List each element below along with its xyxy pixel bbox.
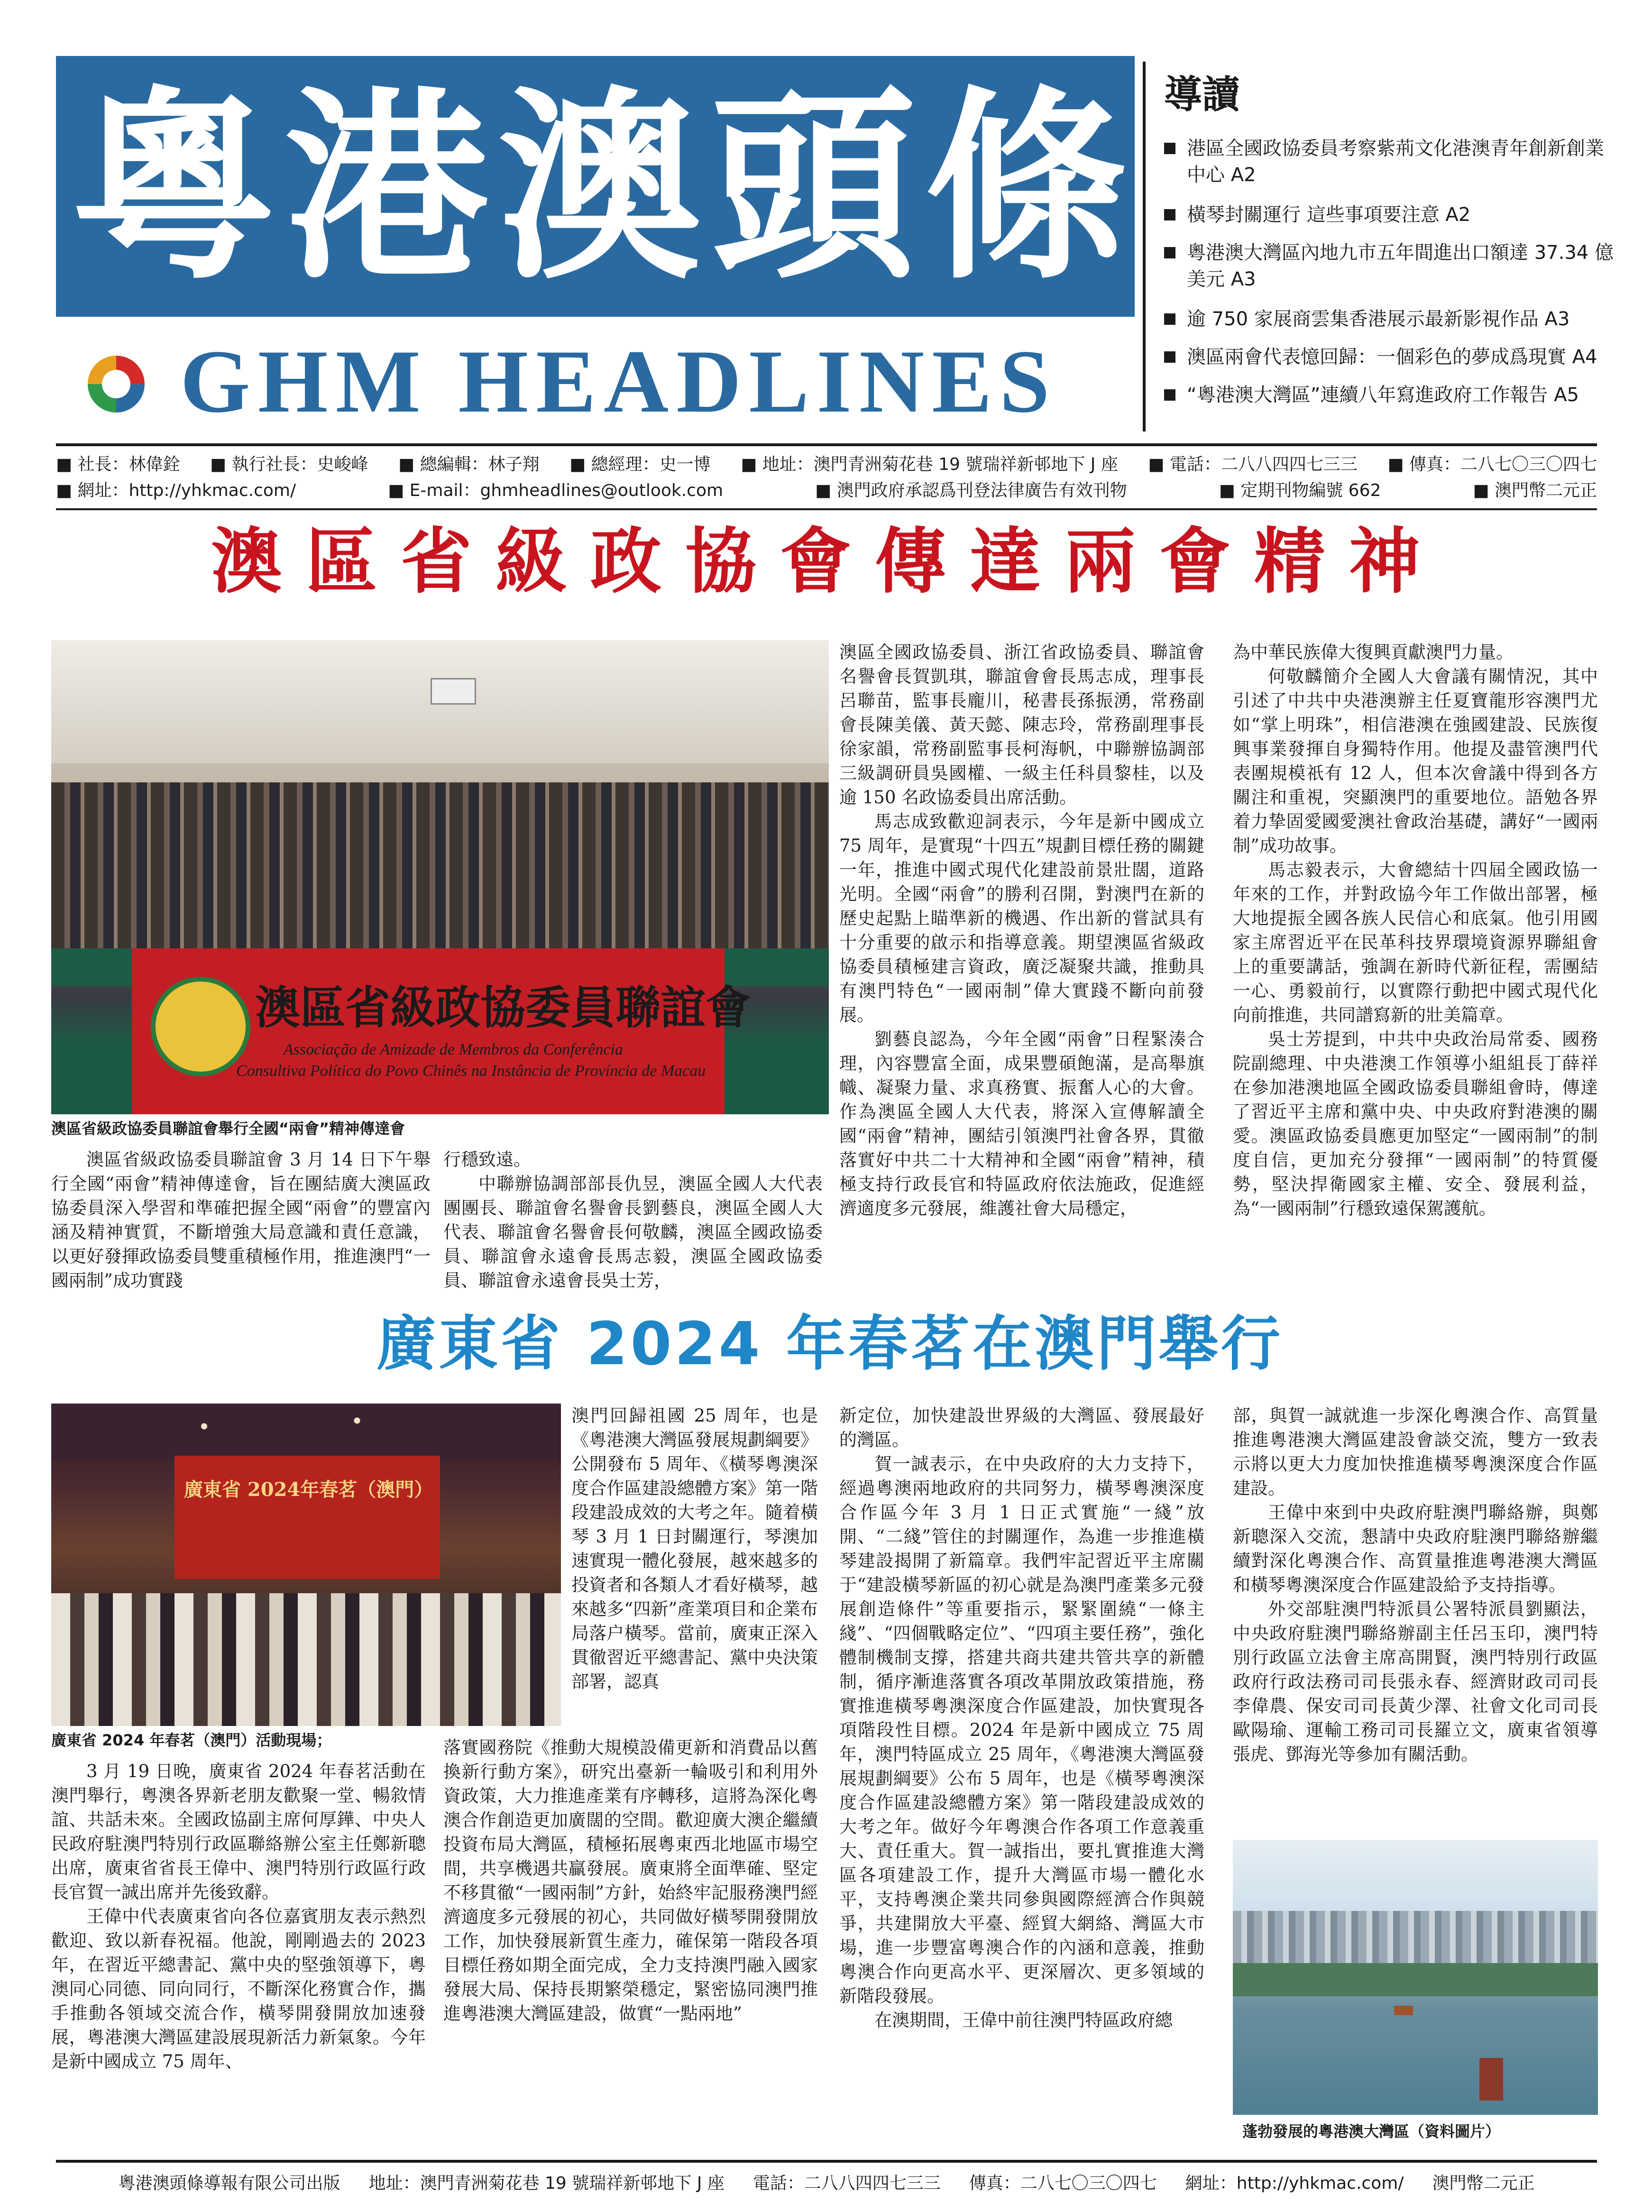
story2-column-2: 落實國務院《推動大規模設備更新和消費品以舊換新行動方案》，研究出臺新一輪吸引和利用外資政策，大力推進產業有序轉移，這將為深化粵澳合作創造更加廣闊的空間。歡迎廣大澳企繼續投資布局大灣區，積極拓展粵東西北地區市場空間，共享機遇共贏發展。廣東將全面準確、堅定不移貫徹“一國兩制”方針，始終牢記服務澳門經濟適度多元發展的初心，共同做好橫琴開發開放工作，加快發展新質生產力，確保第一階段各項目標任務如期全面完成，全力支持澳門融入國家發展大局、保持長期繁榮穩定，緊密協同澳門推進粵港澳大灣區建設，做實“一點兩地”: [443, 1737, 818, 2024]
guide-item[interactable]: 逾 750 家展商雲集香港展示最新影視作品 A3: [1164, 306, 1619, 332]
banner-sub2: Consultiva Política do Povo Chinês na Instância de Província de Macau: [236, 1062, 706, 1080]
audience-rows: [51, 782, 829, 953]
guide-divider: [1143, 62, 1146, 431]
story2-column-1: 3 月 19 日晚，廣東省 2024 年春茗活動在澳門舉行，粵澳各界新老朋友歡聚一堂、暢敘情誼、共話未來。全國政協副主席何厚鏵、中央人民政府駐澳門特別行政區聯絡辦公室主任鄭新聰出席，廣東省省長王偉中、澳門特別行政區行政長官賀一誠出席并先後致辭。 王偉中代表廣東省向各位嘉賓朋友表示熱烈歡迎、致以新春祝福。他說，剛剛過去的 2023 年，在習近平總書記、黨中央的堅強領導下，粵澳同心同德、同向同行，不斷深化務實合作，攜手推動各領域交流合作，橫琴開發開放加速發展，粵港澳大灣區建設展現新活力新氣象。今年是新中國成立 75 周年、: [51, 1761, 426, 2072]
banquet-tables: [51, 1593, 561, 1726]
screen-text: 廣東省 2024年春茗（澳門）: [184, 1478, 433, 1501]
story1-photo-caption: 澳區省級政協委員聯誼會舉行全國“兩會”精神傳達會: [51, 1120, 405, 1138]
story2-headline: 廣東省 2024 年春茗在澳門舉行: [376, 1310, 1283, 1378]
story2-photo-caption: 廣東省 2024 年春茗（澳門）活動現場；: [51, 1731, 332, 1749]
stage-screen: [174, 1456, 440, 1579]
guide-item[interactable]: 橫琴封關運行 這些事項要注意 A2: [1164, 202, 1619, 228]
banquet-photo: [51, 1404, 561, 1726]
masthead-title-cn: 粵港澳頭條: [71, 67, 1138, 307]
story1-column-2: 行穩致遠。 中聯辦協調部部長仇昱，澳區全國人大代表團團長、聯誼會名譽會長劉藝良，澳區全國人大代表、聯誼會名譽會長何敬麟，澳區全國政協委員、聯誼會永遠會長馬志毅，澳區全國政協委員、聯誼會永遠會長吳士芳，: [443, 1149, 823, 1291]
story1-column-4: 為中華民族偉大復興貢獻澳門力量。 何敬麟簡介全國人大會議有關情況，其中引述了中共中央港澳辦主任夏寶龍形容澳門尤如“掌上明珠”，相信港澳在強國建設、民族復興事業發揮自身獨特作用。他提及盡管澳門代表團規模祇有 12 人，但本次會議中得到各方關注和重視，突顯澳門的重要地位。語勉各界着力挚固愛國愛澳社會政治基礎，講好“一國兩制”成功故事。 馬志毅表示，大會總結十四屆全國政協一年來的工作，并對政協今年工作做出部署，極大地提振全國各族人民信心和底氣。他引用國家主席習近平在民革科技界環境資源界聯組會上的重要講話，強調在新時代新征程，需團結一心、勇毅前行，以實際行動把中國式現代化向前推進，共同譜寫新的壯美篇章。 吳士芳提到，中共中央政治局常委、國務院副總理、中央港澳工作領導小組組長丁薛祥在參加港澳地區全國政協委員聯組會時，傳達了習近平主席和黨中央、中央政府對港澳的關愛。澳區政協委員應更加堅定“一國兩制”的制度自信，更加充分發揮“一國兩制”的特質優勢，堅決捍衛國家主權、安全、發展利益，為“一國兩制”行穩致遠保駕護航。: [1233, 642, 1598, 1219]
meeting-photo: [51, 640, 829, 1114]
story1-column-1: 澳區省級政協委員聯誼會 3 月 14 日下午舉行全國“兩會”精神傳達會，旨在團結廣大澳區政協委員深入學習和準確把握全國“兩會”的豐富內涵及精神實質，不斷增強大局意識和責任意識，以更好發揮政協委員雙重積極作用，推進澳門“一國兩制”成功實踐: [51, 1149, 431, 1291]
boat-icon: [1394, 2006, 1413, 2015]
guide-item[interactable]: 澳區兩會代表憶回歸：一個彩色的夢成爲現實 A4: [1164, 344, 1619, 370]
city-skyline: [1233, 1911, 1598, 1968]
info-line-contact: ■ 網址：http://yhkmac.com/ ■ E-mail：ghmheadlines@outlook.com ■ 澳門政府承認爲刊登法律廣告有效刊物 ■ 定期刊物編號 662 ■ 澳門幣二元正: [56, 479, 1597, 503]
guide-title: 導讀: [1164, 73, 1240, 117]
riverbank: [1233, 1963, 1598, 1996]
red-banner: [132, 948, 751, 1114]
info-bottom-rule: [56, 508, 1597, 510]
bay-area-photo: [1233, 1840, 1598, 2115]
story1-column-3: 澳區全國政協委員、浙江省政協委員、聯誼會名譽會長賀凱琪，聯誼會會長馬志成，理事長呂聯苗，監事長龐川，秘書長孫振湧，常務副會長陳美儀、黃天懿、陳志玲，常務副理事長徐家韻，常務副監事長柯海帆，中聯辦協調部三級調研員吳國權、一級主任科員黎桂，以及逾 150 名政協委員出席活動。 馬志成致歡迎詞表示，今年是新中國成立 75 周年，是實現“十四五”規劃目標任務的關鍵一年，推進中國式現代化建設前景壯闊，道路光明。全國“兩會”的勝利召開，對澳門在新的歷史起點上瞄準新的機遇、作出新的嘗試具有十分重要的啟示和指導意義。期望澳區省級政協委員積極建言資政，廣泛凝聚共識，推動具有澳門特色“一國兩制”偉大實踐不斷向前發展。 劉藝良認為，今年全國“兩會”日程緊湊合理，內容豐富全面，成果豐碩飽滿，是高舉旗幟、凝聚力量、求真務實、振奮人心的大會。作為澳區全國人大代表，將深入宣傳解讀全國“兩會”精神，團結引領澳門社會各界，貫徹落實好中共二十大精神和全國“兩會”精神，積極支持行政長官和特區政府依法施政，促進經濟適度多元發展，維護社會大局穩定，: [839, 642, 1204, 1219]
guide-item[interactable]: 港區全國政協委員考察紫荊文化港澳青年創新創業中心 A2: [1164, 135, 1619, 188]
bay-area-photo-caption: 蓬勃發展的粵港澳大灣區（資料圖片）: [1242, 2122, 1501, 2140]
guide-item[interactable]: 粵港澳大灣區內地九市五年間進出口額達 37.34 億美元 A3: [1164, 239, 1619, 293]
square-bullet-icon: [1164, 247, 1175, 258]
projector-icon: [431, 678, 476, 705]
footer-website-link[interactable]: 網址：http://yhkmac.com/: [1185, 2174, 1404, 2193]
square-bullet-icon: [1164, 389, 1175, 401]
square-bullet-icon: [1164, 313, 1175, 325]
story2-column-3: 新定位，加快建設世界級的大灣區、發展最好的灣區。 賀一誠表示，在中央政府的大力支持下，經過粵澳兩地政府的共同努力，橫琴粵澳深度合作區今年 3 月 1 日正式實施“一綫”放開、“二綫”管住的封關運作，為進一步推進橫琴建設揭開了新篇章。我們牢記習近平主席關于“建設橫琴新區的初心就是為澳門產業多元發展創造條件”等重要指示，緊緊圍繞“一條主綫”、“四個戰略定位”、“四項主要任務”，強化體制機制支撐，搭建共商共建共管共享的新體制，循序漸進落實各項改革開放政策措施，務實推進橫琴粵澳深度合作區建設，加快實現各項階段性目標。2024 年是新中國成立 75 周年，澳門特區成立 25 周年，《粵港澳大灣區發展規劃綱要》公布 5 周年，也是《橫琴粵澳深度合作區建設總體方案》第一階段建設成效的大考之年。做好今年粵澳合作各項工作意義重大、責任重大。賀一誠指出，要扎實推進大灣區各項建設工作，提升大灣區市場一體化水平，支持粵澳企業共同參與國際經濟合作與競爭，共建開放大平臺、經貿大網絡、灣區大市場，進一步豐富粵澳合作的內涵和意義，推動粵澳合作向更高水平、更深層次、更多領域的新階段發展。 在澳期間，王偉中前往澳門特區政府總: [839, 1405, 1204, 2030]
ceiling-lights: [51, 1404, 561, 1460]
footer-rule: [56, 2160, 1597, 2163]
footer: 粵港澳頭條導報有限公司出版 地址：澳門青洲菊花巷 19 號瑞祥新邨地下 J 座 電話：二八八四四七三三 傳真：二八七〇三〇四七 網址：http://yhkmac.com/ 澳門幣二元正: [56, 2172, 1597, 2195]
story1-headline: 澳區省級政協會傳達兩會精神: [211, 521, 1444, 603]
banner-title: 澳區省級政協委員聯誼會: [255, 982, 751, 1034]
email-link[interactable]: ■ E-mail：ghmheadlines@outlook.com: [388, 479, 723, 503]
guide-item[interactable]: “粵港澳大灣區”連續八年寫進政府工作報告 A5: [1164, 382, 1619, 408]
emblem-icon: [151, 977, 250, 1076]
info-line-staff: ■ 社長：林偉銓 ■ 執行社長：史峻峰 ■ 總編輯：林子翔 ■ 總經理：史一博 ■ 地址：澳門青洲菊花巷 19 號瑞祥新邨地下 J 座 ■ 電話：二八八四四七三三 ■ 傳真：二八七〇三〇四七: [56, 453, 1597, 477]
square-bullet-icon: [1164, 209, 1175, 220]
info-top-rule: [56, 443, 1597, 446]
website-link[interactable]: ■ 網址：http://yhkmac.com/: [56, 479, 296, 503]
story2-column-beside-photo: 澳門回歸祖國 25 周年，也是《粵港澳大灣區發展規劃綱要》公開發布 5 周年、《橫琴粵澳深度合作區建設總體方案》第一階段建設成效的大考之年。隨着橫琴 3 月 1 日封關運行，琴澳加速實現一體化發展，越來越多的投資者和各類人才看好橫琴，越來越多“四新”產業項目和企業布局落户橫琴。當前，廣東正深入貫徹習近平總書記、黨中央決策部署，認真: [571, 1405, 818, 1692]
story2-column-4: 部，與賀一誠就進一步深化粵澳合作、高質量推進粵港澳大灣區建設會談交流，雙方一致表示將以更大力度加快推進橫琴粵澳深度合作區建設。 王偉中來到中央政府駐澳門聯絡辦，與鄭新聰深入交流，懇請中央政府駐澳門聯絡辦繼續對深化粵澳合作、高質量推進粵港澳大灣區和橫琴粵澳深度合作區建設給予支持指導。 外交部駐澳門特派員公署特派員劉顯法，中央政府駐澳門聯絡辦副主任呂玉印，澳門特別行政區立法會主席高開賢，澳門特別行政區政府行政法務司司長張永春、經濟財政司司長李偉農、保安司司長黃少澤、社會文化司司長歐陽瑜、運輸工務司司長羅立文，廣東省領導張虎、鄧海光等參加有關活動。: [1233, 1405, 1598, 1764]
masthead-title-en: GHM HEADLINES: [180, 332, 1057, 431]
banner-sub1: Associação de Amizade de Membros da Conferência: [284, 1041, 623, 1058]
swirl-logo-icon: [81, 349, 152, 420]
square-bullet-icon: [1164, 143, 1175, 154]
square-bullet-icon: [1164, 351, 1175, 363]
ship-icon: [1479, 2058, 1503, 2101]
